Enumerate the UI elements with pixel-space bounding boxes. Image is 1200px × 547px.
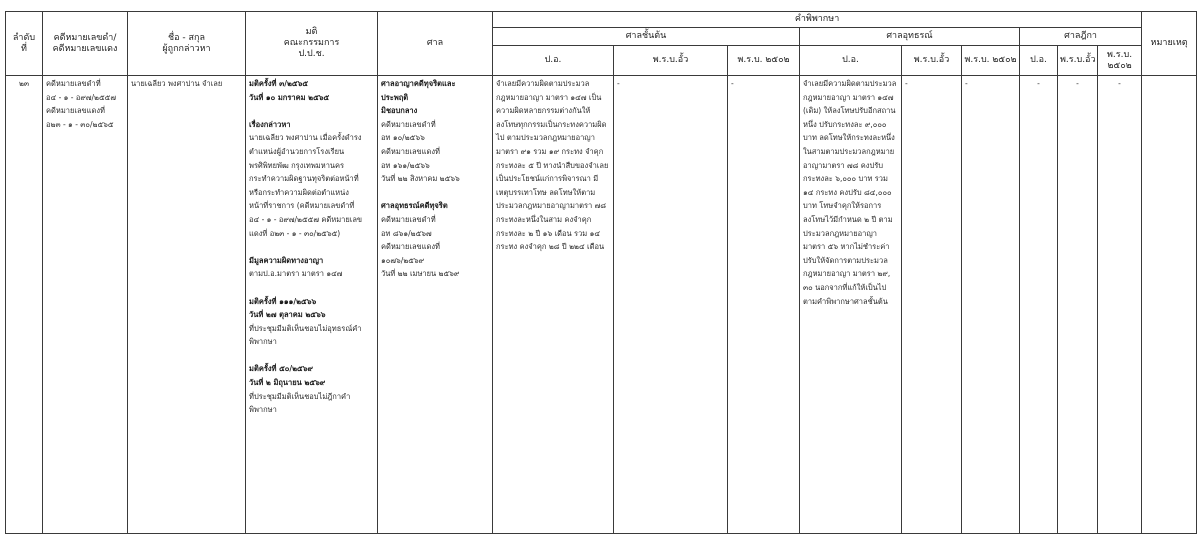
header-first-2502 <box>728 46 800 76</box>
resolution-line: มติครั้งที่ ๓/๒๕๖๕ <box>249 79 309 88</box>
header-supreme-prb-text: พ.ร.บ.อั้ว <box>1060 55 1096 65</box>
cell-first-prb: - <box>614 76 728 534</box>
resolution-line: นายเฉลียว พงศาปาน เมื่อครั้งดำรง <box>249 133 362 143</box>
header-supreme-2502 <box>1098 46 1142 76</box>
resolution-line: ที่ประชุมมีมติเห็นชอบไม่ฎีกาคำ <box>249 391 351 401</box>
header-supreme-po-text: ป.อ. <box>1030 55 1047 65</box>
court-lines <box>381 77 489 281</box>
court-line: ประพฤติ <box>381 92 409 102</box>
resolution-line: พิพากษา <box>249 405 277 415</box>
header-supreme-po <box>1020 46 1058 76</box>
cell-first-po: จำเลยมีความผิดตามประมวลกฎหมายอาญา มาตรา ๑๔๗ เป็นความผิดหลายกรรมต่างกันให้ลงโทษทุกกรรมเป็นกระทงความผิดไป ตามประมวลกฎหมายอาญา มาตรา ๙๑ รวม ๑๙ กระทง จำคุกกระทงละ ๕ ปี ทางนำสืบของจำเลยเป็นประโยชน์แก่การพิจารณา มีเหตุบรรเทาโทษ ลดโทษให้ตามประมวลกฎหมายอาญามาตรา ๗๘ กระทงละหนึ่งในสาม คงจำคุกกระทงละ ๒ ปี ๑๖ เดือน รวม ๑๔ กระทง คงจำคุก ๒๘ ปี ๒๒๔ เดือน <box>493 76 614 534</box>
header-court-supreme <box>1020 28 1142 46</box>
header-judgment <box>493 12 1142 28</box>
header-seq-text: ลำดับ ที่ <box>12 32 36 54</box>
resolution-line: กระทำความผิดฐานทุจริตต่อหน้าที่ <box>249 174 359 184</box>
header-appeal-prb-text: พ.ร.บ.อั้ว <box>913 55 950 65</box>
resolution-line: อ๔ - ๑ - อ๙๗/๒๕๕๗ คดีหมายเลข <box>249 214 363 224</box>
judgment-table-sheet <box>5 11 1196 547</box>
case-no-line: อ๔ - ๑ - อ๙๗/๒๕๕๗ <box>46 92 116 102</box>
cell-appeal-po: จำเลยมีความผิดตามประมวลกฎหมายอาญา มาตรา ๑๔๗ (เดิม) ให้ลงโทษปรับอีกสถานหนึ่ง ปรับกระทงละ ๙,๐๐๐ บาท ลดโทษให้กระทงละหนึ่งในสามตามประมวลกฎหมายอาญามาตรา ๗๘ คงปรับกระทงละ ๖,๐๐๐ บาท รวม ๑๔ กระทง คงปรับ ๘๔,๐๐๐ บาท โทษจำคุกให้รอการลงโทษไว้มีกำหนด ๒ ปี ตามประมวลกฎหมายอาญามาตรา ๕๖ หากไม่ชำระค่าปรับให้จัดการตามประมวลกฎหมายอาญา มาตรา ๒๙, ๓๐ นอกจากที่แก้ให้เป็นไปตามคำพิพากษาศาลชั้นต้น <box>800 76 902 534</box>
header-first-po <box>493 46 614 76</box>
header-appeal-2502-text: พ.ร.บ. ๒๕๐๒ <box>964 55 1017 65</box>
header-appeal-po-text: ป.อ. <box>842 55 859 65</box>
court-line: วันที่ ๒๒ เมษายน ๒๕๖๙ <box>381 269 460 279</box>
court-line: อท ๑๐/๒๕๖๖ <box>381 133 425 143</box>
case-no-line: คดีหมายเลขแดงที่ <box>46 106 105 116</box>
header-resolution-text: มติ คณะกรรมการ ป.ป.ช. <box>283 27 340 59</box>
paragraph-gap <box>249 281 374 295</box>
header-name <box>128 12 246 76</box>
header-appeal-2502 <box>962 46 1020 76</box>
header-first-prb-text: พ.ร.บ.อั้ว <box>652 55 689 65</box>
resolution-line: วันที่ ๒ มิถุนายน ๒๕๖๙ <box>249 378 326 388</box>
resolution-line: พรศิพิทยพัฒ กรุงเทพมหานคร <box>249 160 345 170</box>
header-court-appeal-text: ศาลอุทธรณ์ <box>886 31 933 41</box>
resolution-line: มติครั้งที่ ๕๐/๒๕๖๙ <box>249 364 313 374</box>
cell-seq: ๒๓ <box>6 76 43 534</box>
court-line: คดีหมายเลขดำที่ <box>381 119 436 129</box>
cell-case-no <box>43 76 128 534</box>
court-line: ศาลอุทธรณ์คดีทุจริต <box>381 201 448 211</box>
header-case-no <box>43 12 128 76</box>
paragraph-gap <box>249 240 374 254</box>
resolution-line: เรื่องกล่าวหา <box>249 119 291 129</box>
header-appeal-prb <box>902 46 962 76</box>
cell-remarks <box>1142 76 1197 534</box>
header-court-first-text: ศาลชั้นต้น <box>625 31 667 41</box>
resolution-line: วันที่ ๑๐ มกราคม ๒๕๖๕ <box>249 92 330 102</box>
cell-first-2502: - <box>728 76 800 534</box>
case-no-line: คดีหมายเลขดำที่ <box>46 79 101 88</box>
cell-supreme-2502: - <box>1098 76 1142 534</box>
table-row <box>6 76 1197 534</box>
resolution-line: ตำแหน่งผู้อำนวยการโรงเรียน <box>249 146 345 156</box>
header-supreme-prb <box>1058 46 1098 76</box>
header-remarks-text: หมายเหตุ <box>1150 38 1188 48</box>
resolution-line: ตามป.อ.มาตรา มาตรา ๑๔๗ <box>249 269 343 279</box>
cell-supreme-po: - <box>1020 76 1058 534</box>
resolution-line: ที่ประชุมมีมติเห็นชอบไม่อุทธรณ์คำ <box>249 323 362 333</box>
paragraph-gap <box>381 186 489 200</box>
resolution-line: พิพากษา <box>249 337 277 347</box>
court-line: มิชอบกลาง <box>381 106 418 116</box>
header-court-text: ศาล <box>426 38 444 48</box>
cell-supreme-prb: - <box>1058 76 1098 534</box>
header-remarks <box>1142 12 1197 76</box>
court-line: คดีหมายเลขแดงที่ <box>381 146 440 156</box>
cell-appeal-prb: - <box>902 76 962 534</box>
paragraph-gap <box>249 349 374 363</box>
resolution-lines <box>249 77 374 417</box>
court-line: คดีหมายเลขแดงที่ <box>381 242 440 252</box>
cell-appeal-2502: - <box>962 76 1020 534</box>
header-seq <box>6 12 43 76</box>
case-no-line: อ๒๓ - ๑ - ๓๐/๒๕๖๕ <box>46 119 114 129</box>
header-first-prb <box>614 46 728 76</box>
judgment-table <box>5 11 1197 534</box>
resolution-line: มีมูลความผิดทางอาญา <box>249 255 324 265</box>
resolution-line: หรือกระทำความผิดต่อตำแหน่ง <box>249 187 349 197</box>
header-case-no-text: คดีหมายเลขดำ/ คดีหมายเลขแดง <box>52 32 118 54</box>
resolution-line: หน้าที่ราชการ (คดีหมายเลขดำที่ <box>249 201 355 211</box>
court-line: คดีหมายเลขดำที่ <box>381 214 436 224</box>
court-line: ๑๐๗๖/๒๕๖๙ <box>381 255 425 265</box>
court-line: ศาลอาญาคดีทุจริตและ <box>381 79 456 88</box>
header-first-2502-text: พ.ร.บ. ๒๕๐๒ <box>737 55 790 65</box>
header-appeal-po <box>800 46 902 76</box>
court-line: อท ๑๖๑/๒๕๖๖ <box>381 160 430 170</box>
cell-court <box>378 76 493 534</box>
court-line: อท ๘๖๑/๒๕๖๗ <box>381 228 432 238</box>
header-court-appeal <box>800 28 1020 46</box>
header-supreme-2502-text: พ.ร.บ. ๒๕๐๒ <box>1107 49 1133 71</box>
header-first-po-text: ป.อ. <box>544 55 562 65</box>
resolution-line: มติครั้งที่ ๑๑๑/๒๕๖๖ <box>249 296 317 306</box>
resolution-line: วันที่ ๒๗ ตุลาคม ๒๕๖๖ <box>249 310 326 320</box>
header-name-text: ชื่อ - สกุล ผู้ถูกกล่าวหา <box>162 32 211 54</box>
header-court-first <box>493 28 800 46</box>
header-court <box>378 12 493 76</box>
resolution-line: แดงที่ อ๒๓ - ๑ - ๓๐/๒๕๖๕) <box>249 228 341 238</box>
court-line: วันที่ ๒๒ สิงหาคม ๒๕๖๖ <box>381 174 460 184</box>
header-judgment-text: คำพิพากษา <box>794 14 840 24</box>
paragraph-gap <box>249 104 374 118</box>
header-resolution <box>246 12 378 76</box>
header-court-supreme-text: ศาลฎีกา <box>1064 31 1097 41</box>
cell-resolution <box>246 76 378 534</box>
cell-name: นายเฉลียว พงศาปาน จำเลย <box>128 76 246 534</box>
